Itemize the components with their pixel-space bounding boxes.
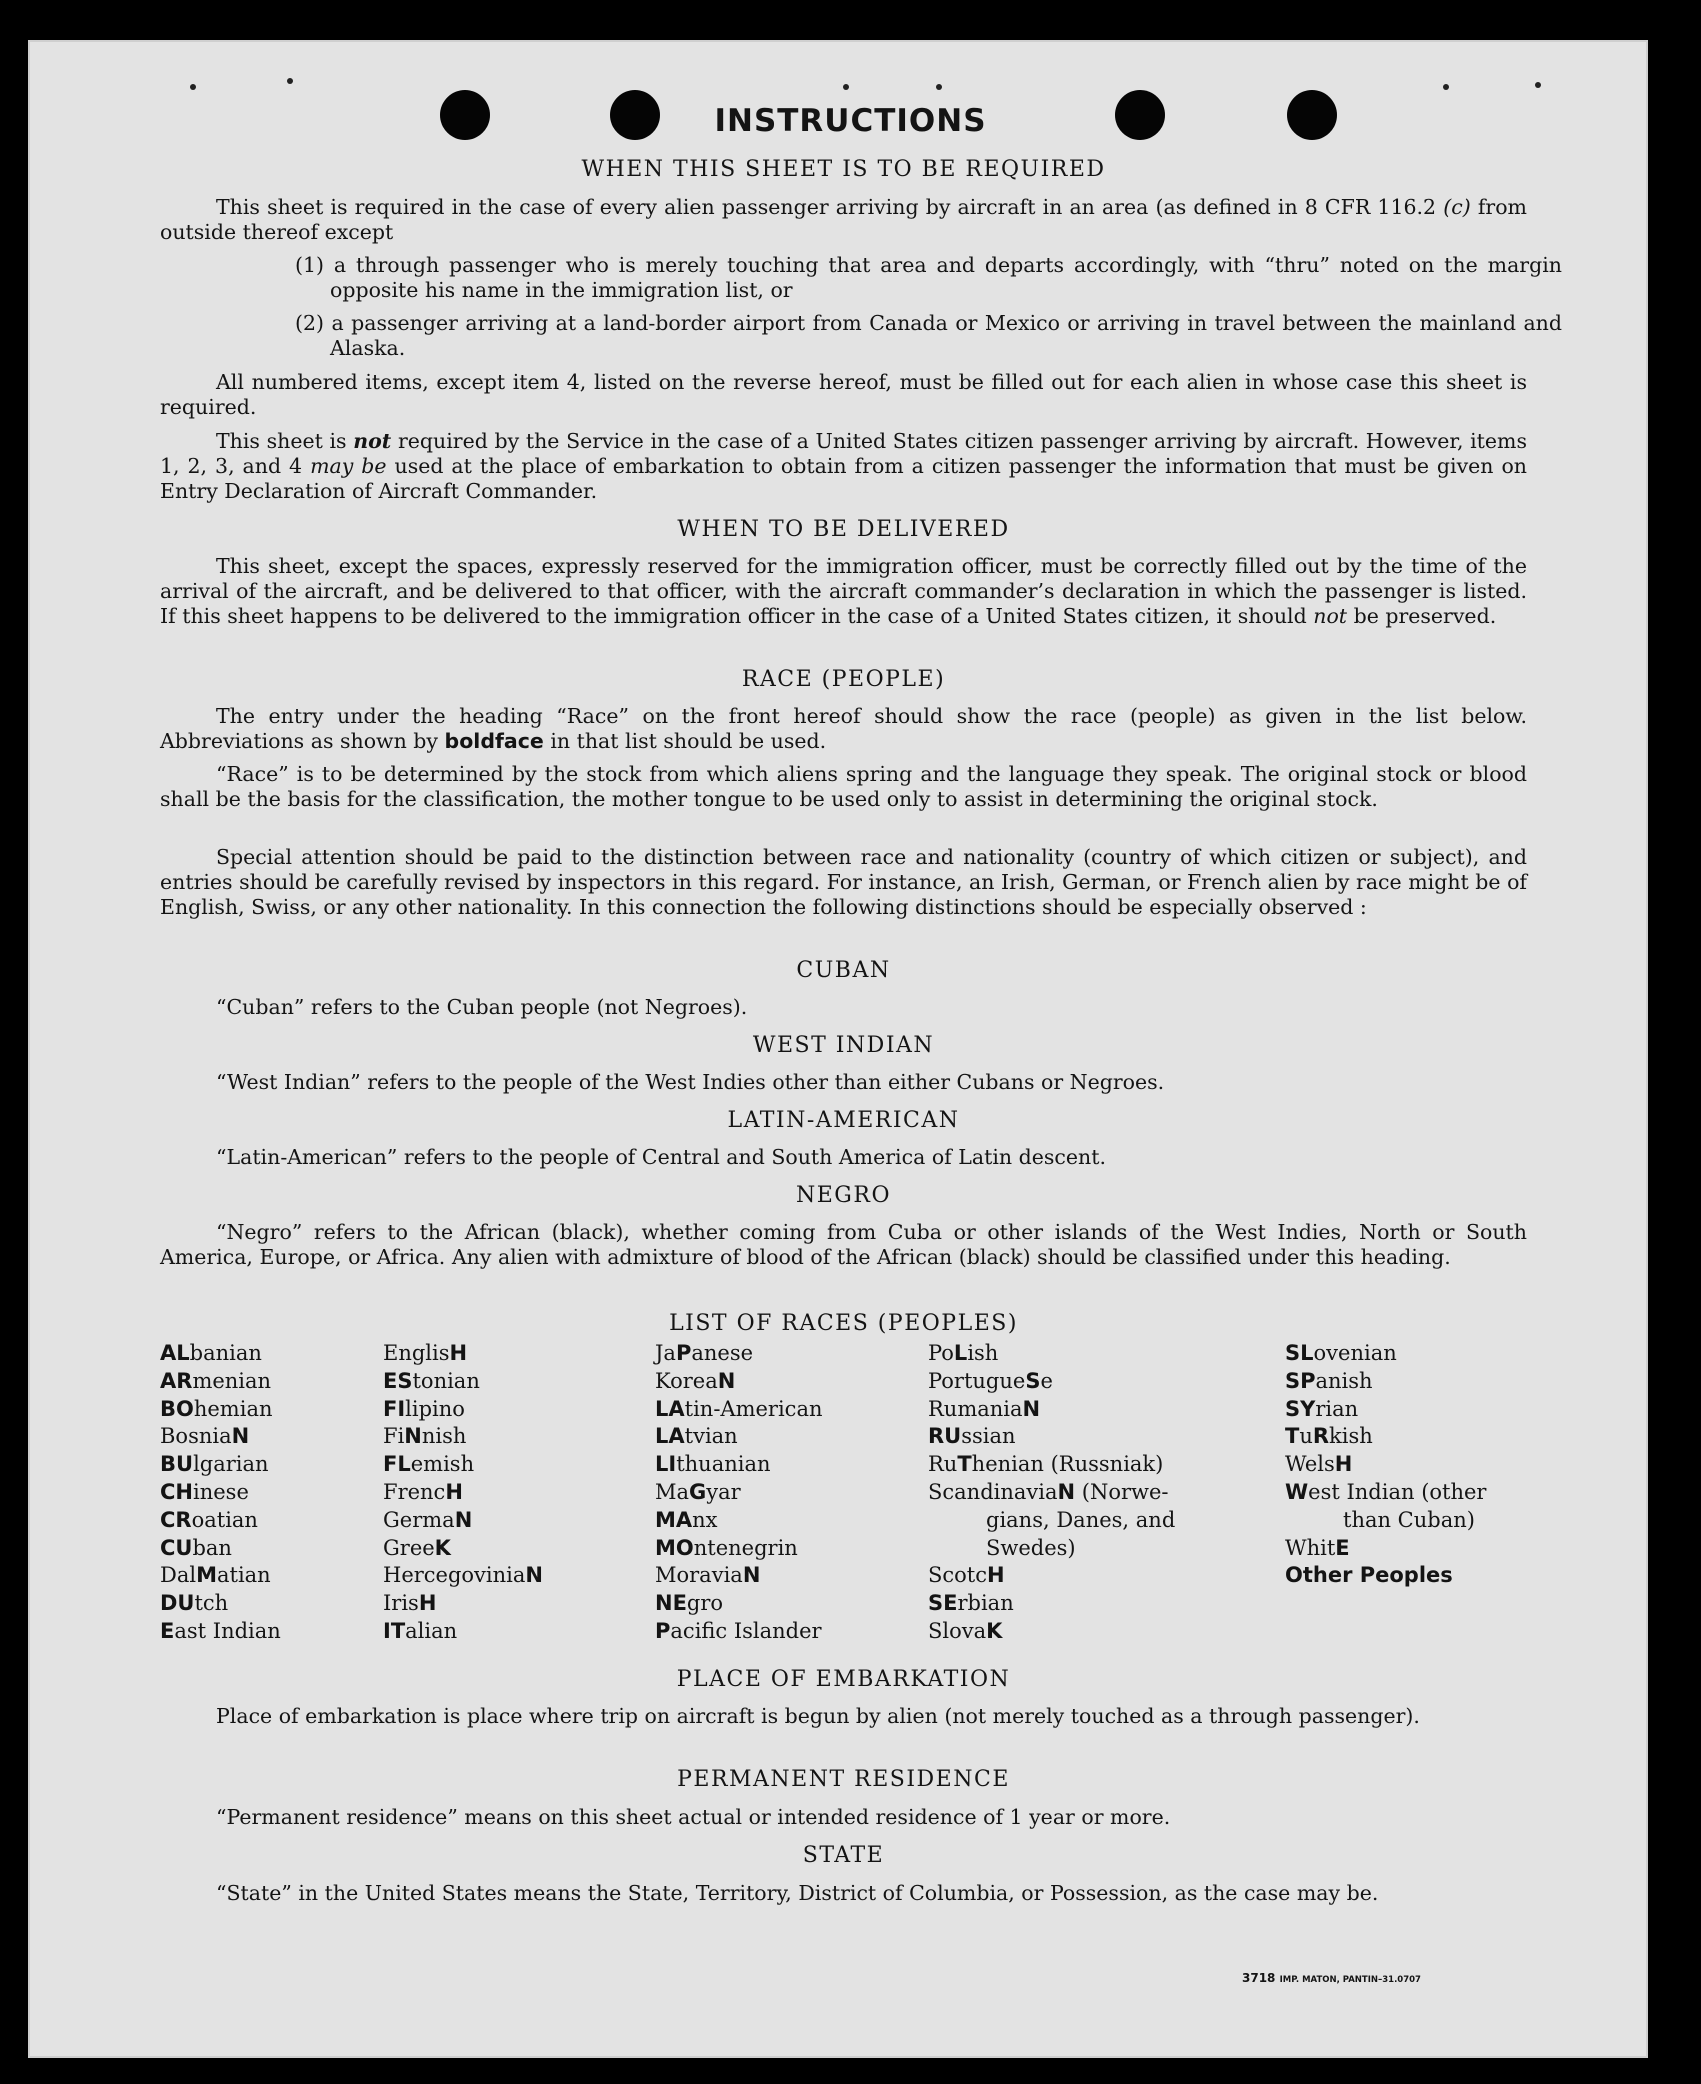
race-entry: ITalian [383, 1618, 458, 1643]
race-entry: MaGyar [655, 1479, 741, 1504]
heading-permanent-residence: PERMANENT RESIDENCE [677, 1767, 1010, 1792]
race-entry: DalMatian [160, 1563, 271, 1588]
paragraph-negro: “Negro” refers to the African (black), whether coming from Cuba or other islands of the West Indies, North or South America, Europe, or Africa. Any alien with admixture of blood of the African (black) should be classified under this heading. [160, 1220, 1527, 1269]
heading-when-delivered: WHEN TO BE DELIVERED [677, 517, 1010, 542]
race-entry: ScotcH [928, 1563, 1005, 1588]
race-entry: BUlgarian [160, 1452, 269, 1477]
paragraph-numbered-items: All numbered items, except item 4, listed on the reverse hereof, must be filled out for each alien in whose case this sheet is required. [160, 370, 1527, 419]
races-column-2 [383, 1340, 543, 1646]
race-entry: PortugueSe [928, 1368, 1053, 1393]
paragraph-state: “State” in the United States means the State, Territory, District of Columbia, or Possession, as the case may be. [216, 1881, 1379, 1905]
heading-when-required: WHEN THIS SHEET IS TO BE REQUIRED [581, 157, 1106, 182]
heading-latin-american: LATIN-AMERICAN [727, 1108, 960, 1133]
race-entry: FrencH [383, 1479, 463, 1504]
races-column-3 [655, 1340, 822, 1646]
race-entry: West Indian (other [1285, 1479, 1487, 1504]
paragraph-required-intro: This sheet is required in the case of every alien passenger arriving by aircraft in an area (as defined in 8 CFR 116.2 (c) from outside thereof except [160, 195, 1527, 244]
race-entry: EnglisH [383, 1341, 468, 1365]
race-entry: RumaniaN [928, 1396, 1041, 1421]
race-entry: GermaN [383, 1507, 473, 1532]
race-entry: NEgro [655, 1591, 724, 1616]
heading-negro: NEGRO [796, 1183, 891, 1208]
heading-west-indian: WEST INDIAN [752, 1033, 935, 1058]
race-entry: DUtch [160, 1591, 229, 1616]
race-entry: KoreaN [655, 1368, 736, 1393]
race-entry: SlovaK [928, 1618, 1003, 1643]
paragraph-west-indian: “West Indian” refers to the people of the West Indies other than either Cubans or Negroes. [216, 1070, 1165, 1094]
race-entry: East Indian [160, 1618, 281, 1643]
race-entry: LIthuanian [655, 1452, 771, 1477]
ink-speck [190, 84, 196, 90]
printer-imprint: 3718 IMP. MATON, PANTIN–31.0707 [1242, 1971, 1421, 1985]
races-column-5 [1285, 1340, 1486, 1590]
race-entry: RuThenian (Russniak) [928, 1452, 1164, 1477]
heading-embarkation: PLACE OF EMBARKATION [676, 1667, 1011, 1692]
paragraph-cuban: “Cuban” refers to the Cuban people (not Negroes). [216, 995, 748, 1019]
race-entry: gians, Danes, and [986, 1507, 1176, 1532]
race-entry: FiNnish [383, 1424, 467, 1449]
race-entry: SYrian [1285, 1396, 1359, 1421]
races-column-4 [928, 1340, 1175, 1646]
race-entry: CRoatian [160, 1507, 258, 1532]
race-entry: HercegoviniaN [383, 1563, 543, 1588]
race-entry: PoLish [928, 1341, 999, 1365]
race-entry: LAtvian [655, 1424, 738, 1449]
race-entry: IrisH [383, 1591, 437, 1616]
ink-speck [936, 84, 942, 90]
page-title: INSTRUCTIONS [714, 103, 987, 139]
race-entry: MAnx [655, 1507, 718, 1532]
paragraph-embarkation: Place of embarkation is place where trip on aircraft is begun by alien (not merely touched as a through passenger). [216, 1704, 1420, 1728]
heading-cuban: CUBAN [796, 958, 891, 983]
race-entry: WhitE [1285, 1535, 1350, 1560]
race-entry: CHinese [160, 1479, 249, 1504]
heading-state: STATE [802, 1843, 885, 1868]
race-entry: GreeK [383, 1535, 451, 1560]
heading-race: RACE (PEOPLE) [741, 667, 946, 692]
paragraph-citizen: This sheet is not required by the Service in the case of a United States citizen passenger arriving by aircraft. However, items 1, 2, 3, and 4 may be used at the place of embarkation to obtain from a citizen passenger the information that must be given on Entry Declaration of Aircraft Commander. [160, 429, 1528, 503]
race-entry: LAtin-American [655, 1396, 823, 1421]
race-entry: ScandinaviaN (Norwe- [928, 1479, 1169, 1504]
race-entry: CUban [160, 1535, 232, 1560]
race-entry: SErbian [928, 1591, 1014, 1616]
races-column-1 [160, 1340, 281, 1646]
ink-speck [1443, 84, 1449, 90]
ink-speck [1535, 82, 1541, 88]
race-entry: than Cuban) [1343, 1507, 1475, 1532]
race-entry: BosniaN [160, 1424, 250, 1449]
heading-list-of-races: LIST OF RACES (PEOPLES) [669, 1311, 1018, 1336]
race-entry: SPanish [1285, 1368, 1373, 1393]
paragraph-race-entry: The entry under the heading “Race” on the front hereof should show the race (people) as given in the list below. Abbreviations as shown by boldface in that list should be used. [160, 704, 1527, 753]
race-entry: RUssian [928, 1424, 1016, 1449]
race-entry: MOntenegrin [655, 1535, 798, 1560]
list-item-exception-2: (2) a passenger arriving at a land-border airport from Canada or Mexico or arriving in travel between the mainland and Alaska. [295, 311, 1562, 360]
race-entry: FIlipino [383, 1396, 465, 1421]
race-entry: SLovenian [1285, 1341, 1397, 1365]
paragraph-race-stock: “Race” is to be determined by the stock from which aliens spring and the language they speak. The original stock or blood shall be the basis for the classification, the mother tongue to be used only to assist in determining the original stock. [160, 762, 1527, 811]
race-entry: JaPanese [655, 1341, 754, 1365]
race-entry: Swedes) [986, 1535, 1076, 1560]
paragraph-permanent-residence: “Permanent residence” means on this sheet actual or intended residence of 1 year or more. [216, 1805, 1171, 1829]
paragraph-race-nationality: Special attention should be paid to the distinction between race and nationality (country of which citizen or subject), and entries should be carefully revised by inspectors in this regard. For instance, an Irish, German, or French alien by race might be of English, Swiss, or any other nationality. In this connection the following distinctions should be especially observed : [160, 845, 1527, 919]
ink-speck [843, 84, 849, 90]
race-entry: Pacific Islander [655, 1618, 822, 1643]
race-entry: EStonian [383, 1368, 480, 1393]
race-entry: Other Peoples [1285, 1563, 1453, 1588]
list-item-exception-1: (1) a through passenger who is merely touching that area and departs accordingly, with “thru” noted on the margin opposite his name in the immigration list, or [295, 253, 1562, 302]
race-entry: ARmenian [160, 1368, 272, 1393]
race-entry: FLemish [383, 1452, 475, 1477]
race-entry: WelsH [1285, 1452, 1353, 1477]
race-entry: ALbanian [160, 1341, 262, 1365]
paragraph-delivered: This sheet, except the spaces, expressly reserved for the immigration officer, must be correctly filled out by the time of the arrival of the aircraft, and be delivered to that officer, with the aircraft commander’s declaration in which the passenger is listed. If this sheet happens to be delivered to the immigration officer in the case of a United States citizen, it should not be preserved. [160, 554, 1527, 628]
race-entry: TuRkish [1285, 1424, 1373, 1449]
paragraph-latin-american: “Latin-American” refers to the people of Central and South America of Latin descent. [216, 1145, 1106, 1169]
race-entry: BOhemian [160, 1396, 273, 1421]
ink-speck [287, 78, 293, 84]
race-entry: MoraviaN [655, 1563, 761, 1588]
